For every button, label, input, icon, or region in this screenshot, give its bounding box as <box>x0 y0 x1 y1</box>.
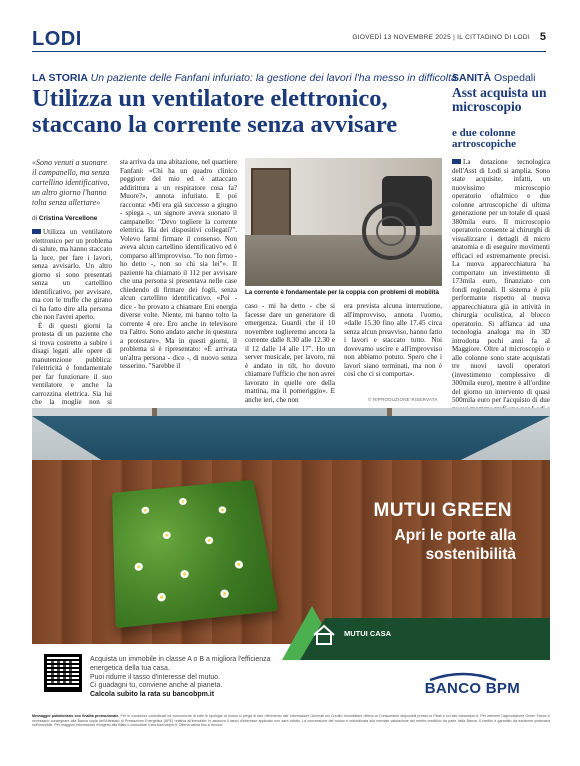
paragraph-marker <box>32 229 41 234</box>
kicker-text: Un paziente delle Fanfani infuriato: la gestione dei lavori l'ha messo in difficoltà <box>90 72 457 84</box>
bank-logo[interactable]: BANCO BPM <box>424 680 520 697</box>
pull-quote: «Sono venuti a suonare il campanello, ma senza cartellino identificativo, un altro giorno l'hanno tolta senza allertare» <box>32 158 110 207</box>
wheelchair-hub <box>376 216 406 246</box>
article-column-4 <box>344 302 442 379</box>
ad-subtitle: Apri le porte alla sostenibilità <box>394 527 516 563</box>
ad-title: MUTUI GREEN <box>373 500 512 521</box>
kicker-label: LA STORIA <box>32 72 89 84</box>
sidebar-kicker-label: SANITÀ <box>452 72 492 84</box>
legal-lead: Messaggio pubblicitario con finalità promozionale. <box>32 714 120 718</box>
article-column-3 <box>245 302 335 404</box>
qr-code-icon[interactable] <box>44 654 82 692</box>
ad-grass-doormat <box>112 480 278 628</box>
byline <box>32 215 97 222</box>
byline-prefix: di <box>32 215 38 222</box>
column-1-paragraph: È di questi giorni la protesta di un paziente che si trova costretto a subire i disagi legati alle opere di manutenzione pubblica: l'elettricità è fondamentale per far funzionare il suo ventilatore e anche la carrozzina elettrica. Sia lui che la moglie non si <box>32 321 112 406</box>
article-column-2 <box>120 158 237 371</box>
daisy-icon <box>220 589 229 598</box>
sidebar-subhead: e due colonne artroscopiche <box>452 127 516 150</box>
column-3-text: caso - mi ha detto - che si facesse dare un generatore di emergenza. Guardi che il 10 novembre toglieremo ancora la corrente dalle 8.30 alle 12.30 e il 12 dalle 14 alle 17". Ho un server musicale, per lavoro, mi è andato in tilt, ho dovuto chiamare l'ufficio che non avrei lavorato in quelle ore della mattina, ma il pomeriggio». E anche ieri, che non <box>245 302 335 404</box>
byline-author: Cristina Vercellone <box>38 215 98 222</box>
daisy-icon <box>163 531 172 539</box>
ad-cta[interactable]: Calcola subito la rata su bancobpm.it <box>90 691 215 699</box>
daisy-icon <box>141 506 149 514</box>
ad-ribbon <box>300 618 550 660</box>
daisy-icon <box>205 536 214 544</box>
dateline: GIOVEDÌ 13 NOVEMBRE 2025 | IL CITTADINO DI LODI <box>352 34 530 41</box>
copyright-notice: © RIPRODUZIONE RISERVATA <box>368 397 438 402</box>
daisy-icon <box>234 560 243 569</box>
article-photo <box>245 158 442 286</box>
sidebar-kicker <box>452 72 535 84</box>
sidebar-headline: Asst acquista un microscopio <box>452 85 547 114</box>
paragraph-marker <box>452 159 461 164</box>
daisy-icon <box>180 570 189 579</box>
advertisement[interactable] <box>32 408 550 710</box>
column-2-text: sta arriva da una abitazione, nel quartiere Fanfani: «Chi ha un quadro clinico peggiore del mio ed è attaccato addirittura a un respiratore cosa fa? Muore?», annota infuriato. E poi racconta: «Mi era già successo a giugno - spiega -, un signore aveva suonato il campanello: "Devo togliere la corrente elettrica. Ha dei dispositivi collegati?". Volevo farmi firmare il consenso. Non aveva alcun cartellino identificativo ed è comparso all'improvviso. "Io non firmo - ho detto -, non so chi sia lei"». Il paziente ha chiamato il 112 per avvisare che una persona si presentava nelle case chiedendo di firmare dei fogli, senza alcun cartellino identificativo. «Poi - dice - ho provato a chiamare Eni energia diverse volte. Niente, mi hanno tolto la corrente 4 ore. Ero anche in televisore tra l'altro. Sono andato anche in questura a protestare». Ma in questi giorni, il problema si è ripresentato: «È arrivata un'altra persona - dice -, di nuovo senza tesserino. "Sarebbe il <box>120 158 237 370</box>
photo-shelf <box>251 168 291 238</box>
sidebar-text: La dotazione tecnologica dell'Asst di Lodi si amplia. Sono state acquisite, infatti, un nuovissimo microscopio operatorio oftalmico e due colonne artroscopiche di ultima generazione per un totale di quasi 380mila euro. Il microscopio operatorio consente ai chirurghi di visualizzare i dettagli di micro anatomia e di eseguire movimenti efficaci ed estremamente precisi. La nuova apparecchiatura ha comportato un investimento di 173mila euro, finanziato con fondi regionali. Il sistema è più performante rispetto al nuova apparecchiatura già in attività in chirurgia oculistica, al blocco operatorio. Si affianca ad una tecnologia analoga ma in 3D introdotta pochi anni fa al Maggiore. Oltre al microscopio e alle colonne sono state acquistati tre nuovi tavoli operatori (investimento complessivo di 300mila euro), mentre è all'ordine del giorno un intervento di quasi 500mila euro per l'acquisto di due <box>452 158 550 404</box>
legal-disclaimer <box>32 714 550 728</box>
ad-copy-line-1: Acquista un immobile in classe A o B a migliora l'efficienza energetica della tua casa. <box>90 656 271 672</box>
sidebar-kicker-text: Ospedali <box>494 72 536 84</box>
legal-text: Per le condizioni contrattuali ed economiche di tutte le tipologie di mutuo si prega di fare riferimento alle Informazioni Generali sul Credito Immobiliare offerto ai Consumatori disponibili presso le Filiali e sul sito bancobpm.it. Per ottenere l'agevolazione Green Factor è necessario consegnare alla Banca copia dell'Attestato di Prestazione Energetica (APE) relativa all'immobile; in assenza il tasso d'interesse applicato non sarà ridotto. La concessione del mutuo è subordinata alla normale valutazione del merito creditizio da parte della Banca. Il credito è garantito da iscrizione ipotecaria sull'immobile. Per maggiori informazioni rivolgersi alla filiale o consultare il sito bancobpm.it. Offerta valida fino a revoca. <box>32 714 550 728</box>
sidebar-body <box>452 158 550 422</box>
ad-copy <box>90 656 290 700</box>
daisy-icon <box>134 562 143 571</box>
column-1-lead: Utilizza un ventilatore elettronico per un problema di salute, ma hanno staccato la luce, per fare i lavori, senza avvisarlo. Un altro giorno si sono presentati senza un cartellino identificativo, per avvisare, ma con le truffe che girano ci ha fatto dire alla persona che non l'avrei aperto. <box>32 228 112 321</box>
section-title: LODI <box>32 28 82 50</box>
column-4-text: era prevista alcuna interruzione, all'improvviso, annota l'uomo, «dalle 15.30 fino alle 17.45 circa senza alcun preavviso, hanno fatto i lavori e staccato tutto. Noi dovevamo uscire e all'improvviso non abbiamo potuto. Spero che i lavori siano terminati, ma non è così che ci si comporta». <box>344 302 442 378</box>
article-headline: Utilizza un ventilatore elettronico, staccano la corrente senza avvisare <box>32 85 398 138</box>
daisy-icon <box>157 593 166 602</box>
daisy-icon <box>218 506 227 514</box>
house-icon <box>312 624 336 646</box>
masthead <box>32 30 546 52</box>
ad-copy-line-3: Ci guadagni tu, conviene anche al pianeta. <box>90 682 223 690</box>
ad-copy-line-2: Puoi ridurre il tasso d'interesse del mutuo. <box>90 673 221 681</box>
photo-caption: La corrente è fondamentale per la coppia con problemi di mobilità <box>245 289 439 296</box>
article-kicker <box>32 72 457 84</box>
ribbon-label: MUTUI CASA <box>344 629 392 638</box>
page-number: 5 <box>539 31 546 43</box>
daisy-icon <box>179 498 187 506</box>
